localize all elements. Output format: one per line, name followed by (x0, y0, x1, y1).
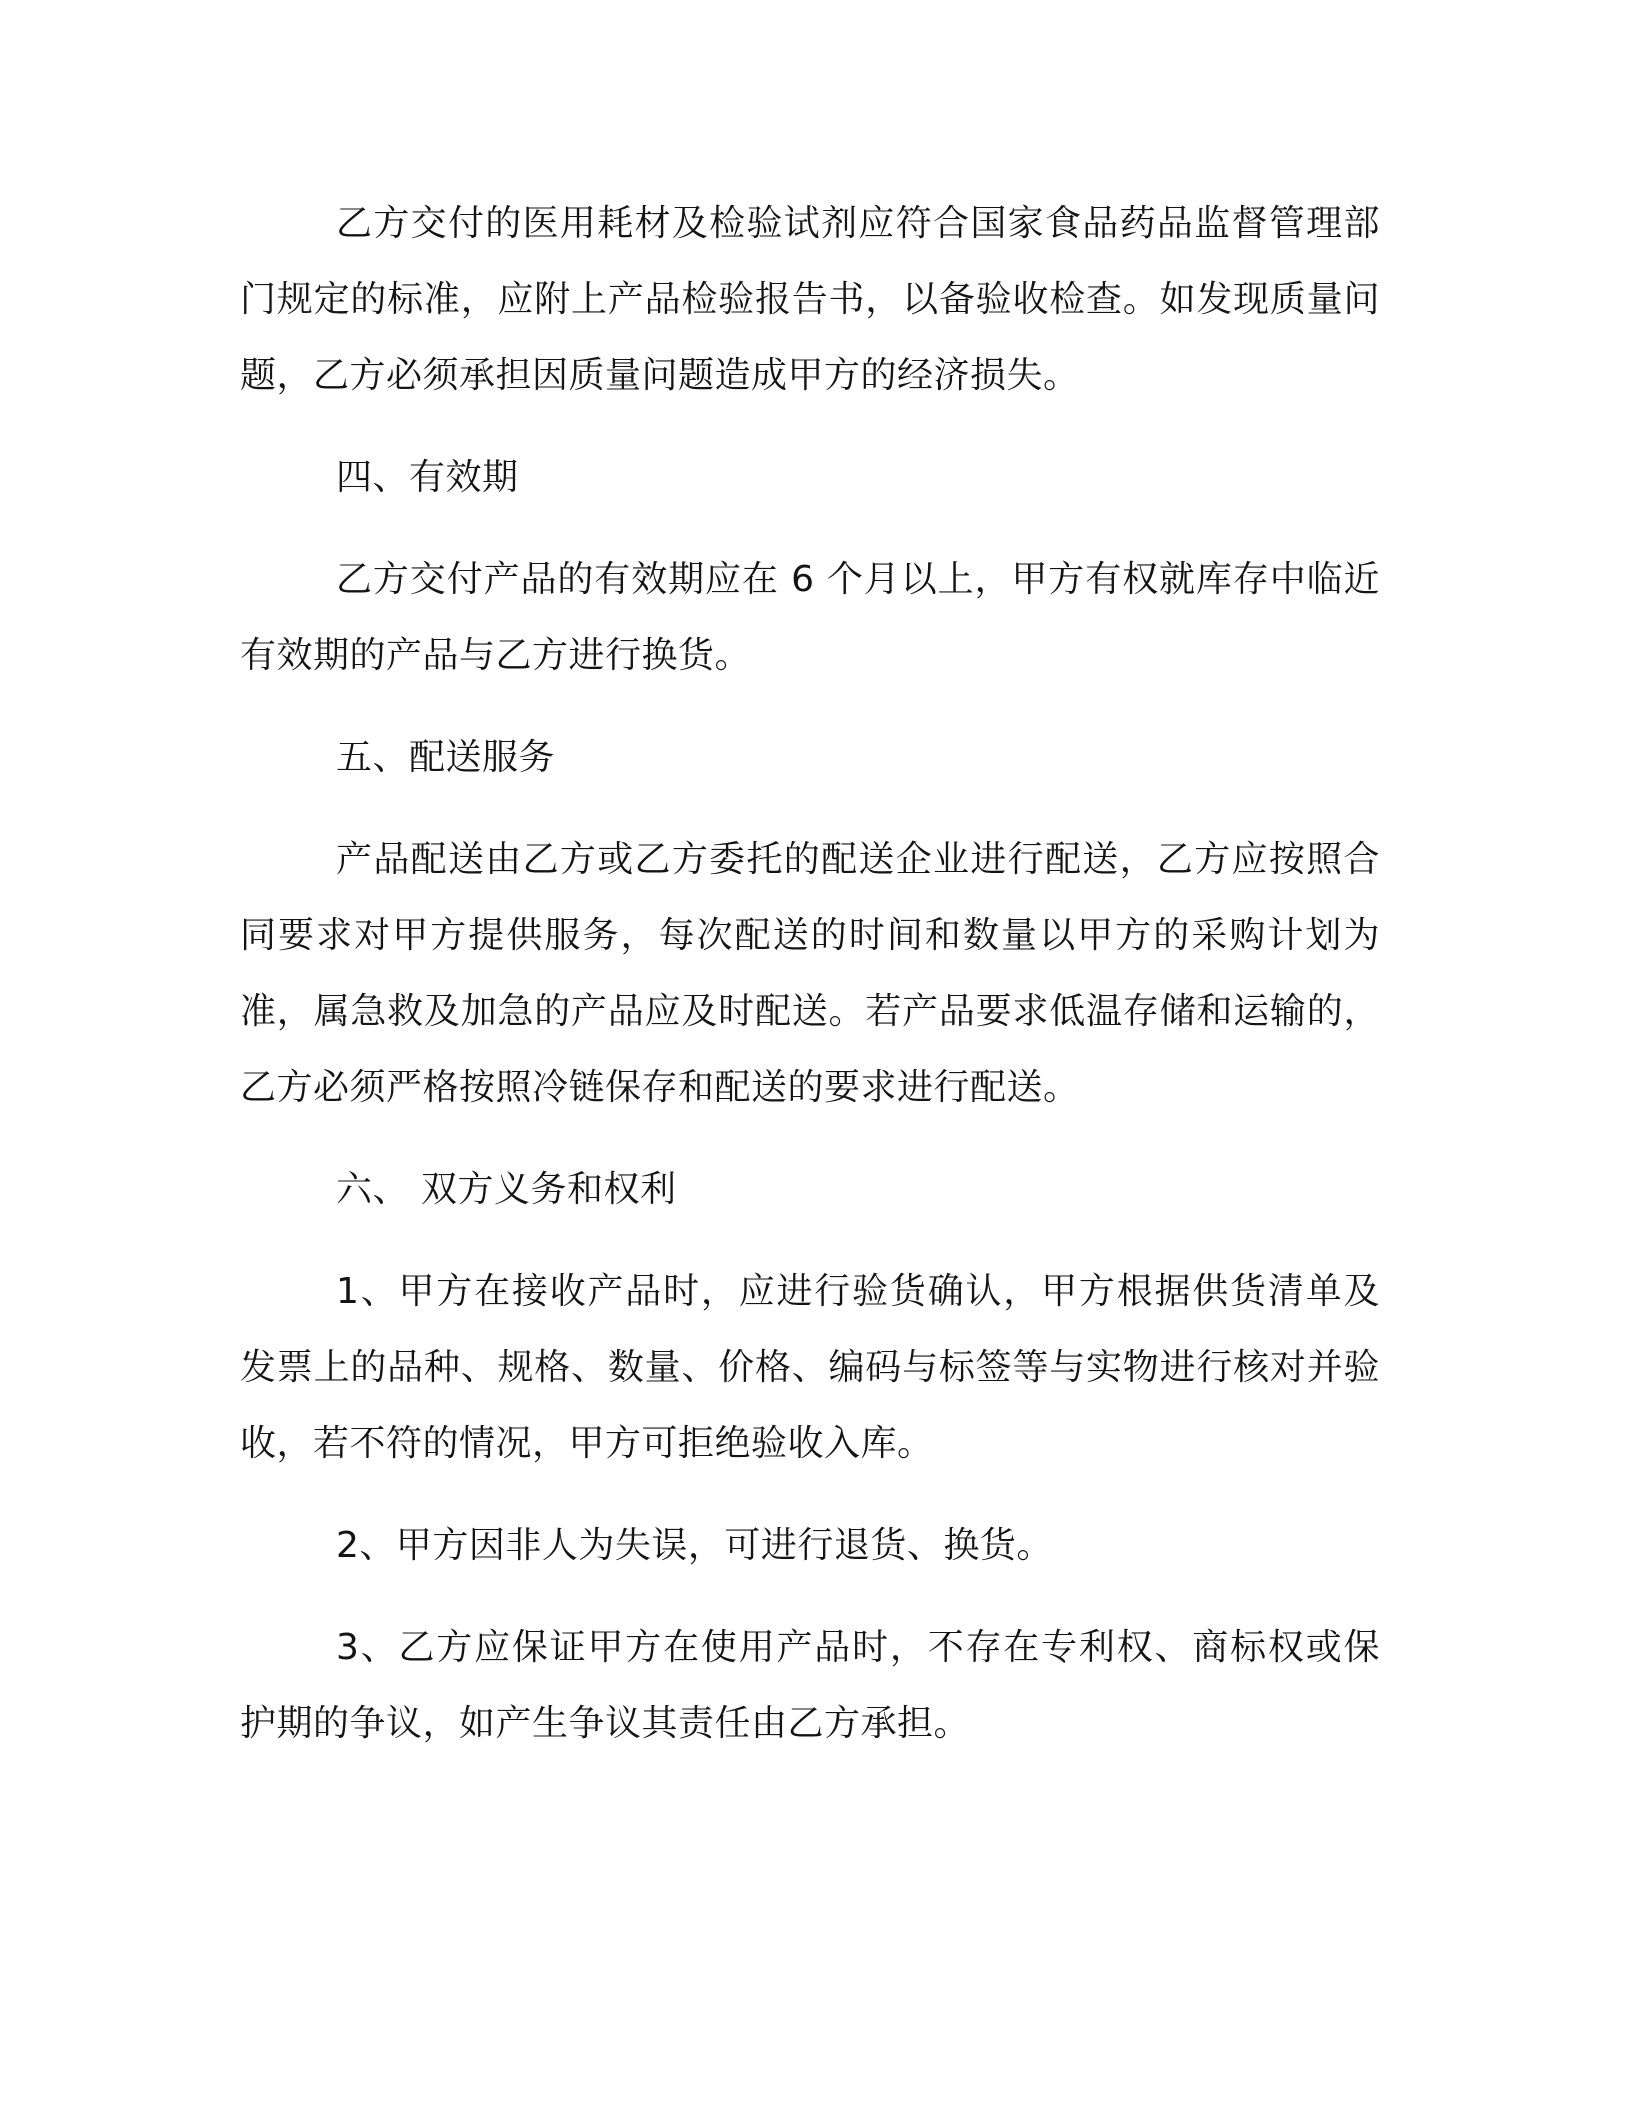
document-body (240, 186, 1380, 1788)
paragraph-clause-2: 2、甲方因非人为失误，可进行退货、换货。 (336, 1525, 1053, 1566)
section-heading-validity-period: 四、有效期 (336, 457, 519, 498)
paragraph-clause-3: 3、乙方应保证甲方在使用产品时，不存在专利权、商标权或保护期的争议，如产生争议其责任由乙方承担。 (240, 1627, 1380, 1744)
paragraph-validity-period: 乙方交付产品的有效期应在 6 个月以上，甲方有权就库存中临近有效期的产品与乙方进行换货。 (240, 559, 1380, 676)
paragraph-delivery-service: 产品配送由乙方或乙方委托的配送企业进行配送，乙方应按照合同要求对甲方提供服务，每次配送的时间和数量以甲方的采购计划为准，属急救及加急的产品应及时配送。若产品要求低温存储和运输的，乙方必须严格按照冷链保存和配送的要求进行配送。 (240, 839, 1380, 1108)
section-heading-delivery-service: 五、配送服务 (336, 737, 556, 778)
paragraph-quality-standard: 乙方交付的医用耗材及检验试剂应符合国家食品药品监督管理部门规定的标准，应附上产品检验报告书，以备验收检查。如发现质量问题，乙方必须承担因质量问题造成甲方的经济损失。 (240, 203, 1380, 396)
paragraph-clause-1: 1、甲方在接收产品时，应进行验货确认，甲方根据供货清单及发票上的品种、规格、数量、价格、编码与标签等与实物进行核对并验收，若不符的情况，甲方可拒绝验收入库。 (240, 1271, 1380, 1464)
section-heading-obligations-rights: 六、 双方义务和权利 (336, 1169, 677, 1210)
